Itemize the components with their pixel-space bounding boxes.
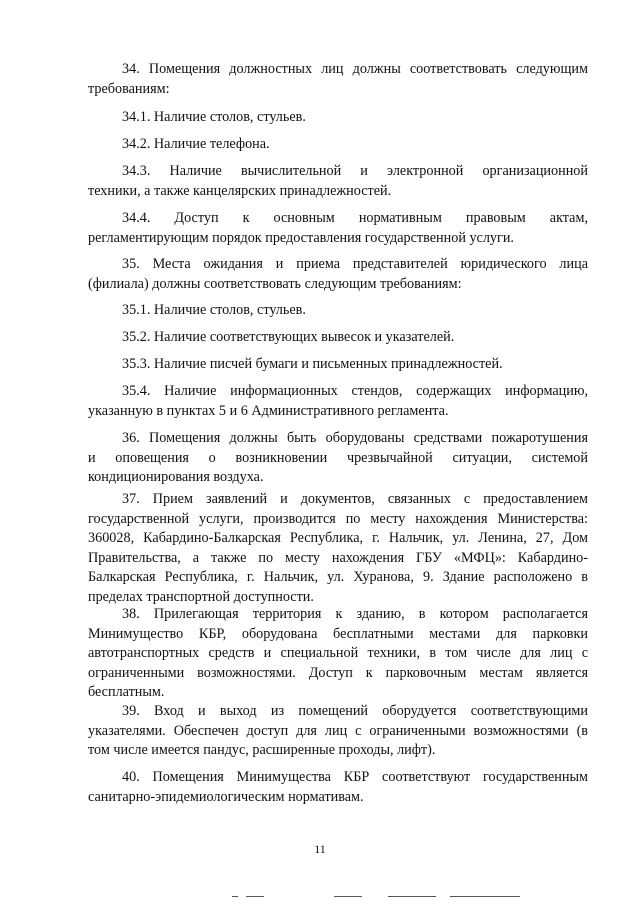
paragraph-34 [88, 60, 588, 99]
paragraph-34-2 [88, 135, 588, 155]
paragraph-line: техники, а также канцелярских принадлежностей. [88, 182, 392, 199]
paragraph-line: регламентирующим порядок предоставления государственной услуги. [88, 229, 514, 246]
paragraph-34-4 [88, 209, 588, 248]
paragraph-line: и оповещения о возникновении чрезвычайной ситуации, системой [88, 449, 588, 466]
paragraph-36 [88, 429, 588, 488]
paragraph-38 [88, 605, 588, 703]
paragraph-line: 34.1. Наличие столов, стульев. [122, 109, 306, 125]
paragraph-line: 37. Прием заявлений и документов, связанных с предоставлением [122, 491, 588, 507]
paragraph-line: Балкарская Республика, г. Нальчик, ул. Хуранова, 9. Здание расположено в [88, 569, 588, 585]
paragraph-line: 34. Помещения должностных лиц должны соответствовать следующим [122, 61, 588, 77]
paragraph-line: 38. Прилегающая территория к зданию, в котором располагается [122, 606, 588, 622]
paragraph-line: 35.2. Наличие соответствующих вывесок и указателей. [122, 329, 455, 345]
paragraph-line: автотранспортных средств и специальной техники, в том числе для лиц с [88, 645, 588, 661]
paragraph-35-4 [88, 382, 588, 421]
paragraph-35-2 [88, 328, 588, 348]
paragraph-line: 34.3. Наличие вычислительной и электронной организационной [122, 163, 588, 179]
paragraph-line: 39. Вход и выход из помещений оборудуется соответствующими [122, 703, 588, 719]
paragraph-40 [88, 768, 588, 807]
paragraph-line: указателями. Обеспечен доступ для лиц с ограниченными возможностями (в [88, 722, 588, 739]
paragraph-line: 35. Места ожидания и приема представителей юридического лица [122, 256, 588, 272]
paragraph-line: 40. Помещения Минимущества КБР соответствуют государственным [122, 769, 588, 785]
paragraph-34-1 [88, 108, 588, 128]
paragraph-line: 36. Помещения должны быть оборудованы средствами пожаротушения [122, 430, 588, 446]
paragraph-line: 360028, Кабардино-Балкарская Республика, г. Нальчик, ул. Ленина, 27, Дом [88, 530, 588, 546]
paragraph-line: бесплатным. [88, 684, 165, 700]
paragraph-39 [88, 702, 588, 761]
paragraph-37 [88, 490, 588, 607]
paragraph-line: 35.3. Наличие писчей бумаги и письменных принадлежностей. [122, 356, 503, 372]
paragraph-34-3 [88, 162, 588, 201]
paragraph-line: Минимущество КБР, оборудована бесплатными местами для парковки [88, 625, 588, 642]
paragraph-line: пределах транспортной доступности. [88, 588, 314, 605]
paragraph-line: (филиала) должны соответствовать следующим требованиям: [88, 275, 462, 292]
paragraph-line: Правительства, а также по месту нахождения ГБУ «МФЦ»: Кабардино- [88, 549, 588, 566]
paragraph-35-1 [88, 301, 588, 321]
page-number: 11 [314, 842, 326, 856]
paragraph-line: 34.2. Наличие телефона. [122, 136, 270, 152]
paragraph-line: кондиционирования воздуха. [88, 469, 264, 485]
scan-edge-marks [0, 890, 640, 905]
paragraph-line: требованиям: [88, 80, 170, 97]
paragraph-line: 35.1. Наличие столов, стульев. [122, 302, 306, 318]
paragraph-line: 35.4. Наличие информационных стендов, содержащих информацию, [122, 383, 588, 399]
paragraph-line: том числе имеется пандус, расширенные проходы, лифт). [88, 742, 436, 758]
paragraph-35-3 [88, 355, 588, 375]
paragraph-line: санитарно-эпидемиологическим нормативам. [88, 788, 364, 805]
paragraph-line: указанную в пунктах 5 и 6 Административного регламента. [88, 402, 449, 419]
paragraph-line: 34.4. Доступ к основным нормативным правовым актам, [122, 210, 588, 226]
paragraph-line: ограниченными возможностями. Доступ к парковочным местам является [88, 664, 588, 681]
paragraph-line: государственной услуги, производится по месту нахождения Министерства: [88, 510, 588, 527]
paragraph-35 [88, 255, 588, 294]
